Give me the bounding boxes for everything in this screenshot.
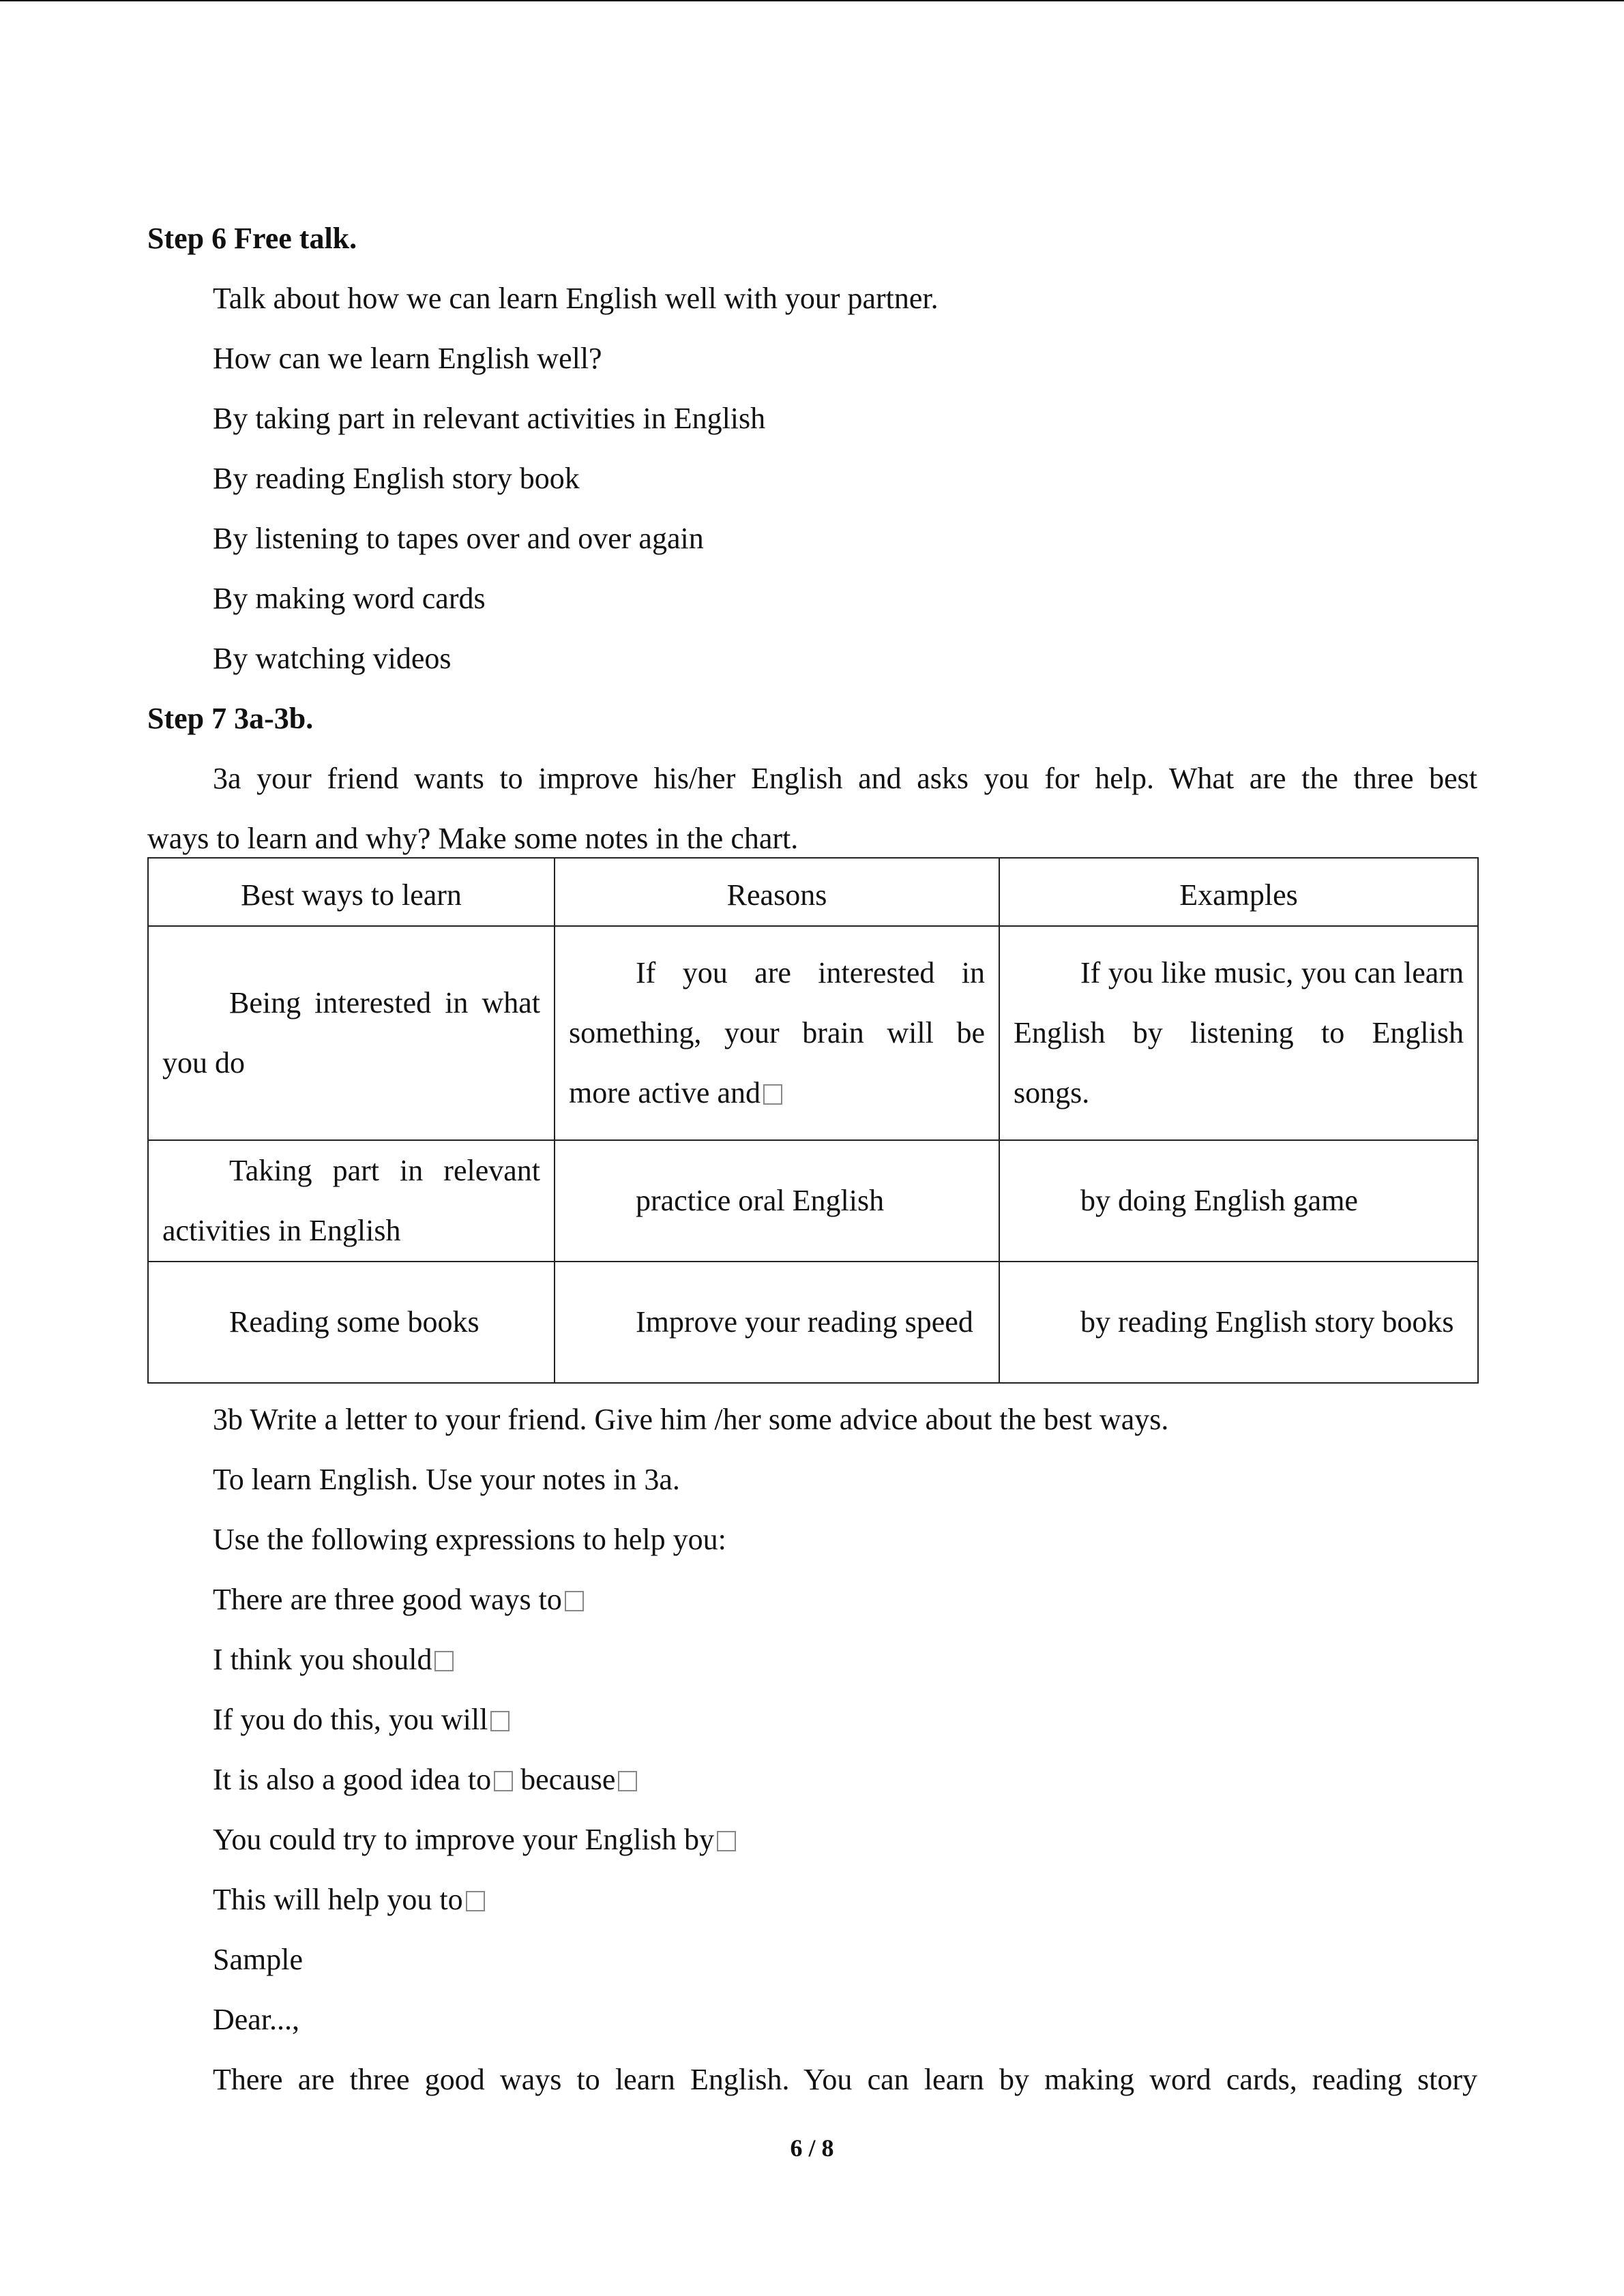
step6-heading: Step 6 Free talk. — [147, 222, 357, 255]
table-cell: Taking part in relevant activities in English — [148, 1140, 555, 1262]
step3b-line: Use the following expressions to help you: — [213, 1523, 726, 1556]
step3b-line: 3b Write a letter to your friend. Give him /her some advice about the best ways. — [213, 1403, 1169, 1436]
page-top-border — [0, 0, 1624, 1]
step7-intro-line2: ways to learn and why? Make some notes in the chart. — [147, 822, 799, 855]
step7-heading: Step 7 3a-3b. — [147, 702, 314, 735]
blank-box-icon — [565, 1591, 584, 1611]
step6-line: By taking part in relevant activities in English — [213, 402, 766, 435]
step6-line: How can we learn English well? — [213, 342, 602, 375]
step3b-line: To learn English. Use your notes in 3a. — [213, 1463, 680, 1496]
expression-line: There are three good ways to — [213, 1581, 584, 1618]
blank-box-icon — [494, 1771, 513, 1791]
step6-line: By watching videos — [213, 642, 452, 675]
sample-label: Sample — [213, 1943, 303, 1976]
header-best-ways: Best ways to learn — [148, 858, 555, 926]
blank-box-icon — [717, 1831, 736, 1851]
table-cell: Being interested in what you do — [148, 926, 555, 1140]
expression-line: I think you should — [213, 1641, 454, 1678]
step7-intro-line1: 3a your friend wants to improve his/her English and asks you for help. What are the three best — [213, 762, 1477, 795]
notes-chart — [147, 857, 1479, 1384]
expression-line: It is also a good idea to because — [213, 1761, 637, 1798]
blank-box-icon — [763, 1084, 782, 1105]
sample-text-line: There are three good ways to learn English. You can learn by making word cards, reading story — [213, 2063, 1477, 2096]
blank-box-icon — [434, 1651, 454, 1671]
table-cell: by doing English game — [999, 1140, 1478, 1262]
expression-line: If you do this, you will — [213, 1701, 510, 1738]
header-reasons: Reasons — [555, 858, 999, 926]
table-cell: practice oral English — [555, 1140, 999, 1262]
step6-line: Talk about how we can learn English well with your partner. — [213, 282, 939, 315]
table-cell: by reading English story books — [999, 1262, 1478, 1383]
table-cell: Improve your reading speed — [555, 1262, 999, 1383]
header-examples: Examples — [999, 858, 1478, 926]
table-row — [148, 1140, 1478, 1262]
table-row — [148, 926, 1478, 1140]
step6-line: By making word cards — [213, 582, 486, 615]
table-cell: Reading some books — [148, 1262, 555, 1383]
table-row — [148, 1262, 1478, 1383]
blank-box-icon — [618, 1771, 637, 1791]
step6-line: By reading English story book — [213, 462, 580, 495]
blank-box-icon — [490, 1711, 510, 1731]
table-cell: If you are interested in something, your brain will be more active and — [555, 926, 999, 1140]
letter-greeting: Dear..., — [213, 2003, 300, 2036]
expression-line: You could try to improve your English by — [213, 1821, 736, 1858]
table-header-row — [148, 858, 1478, 926]
table-cell: If you like music, you can learn English by listening to English songs. — [999, 926, 1478, 1140]
expression-line: This will help you to — [213, 1881, 485, 1918]
blank-box-icon — [466, 1891, 485, 1911]
step6-line: By listening to tapes over and over again — [213, 522, 704, 555]
page-number: 6 / 8 — [790, 2134, 834, 2162]
